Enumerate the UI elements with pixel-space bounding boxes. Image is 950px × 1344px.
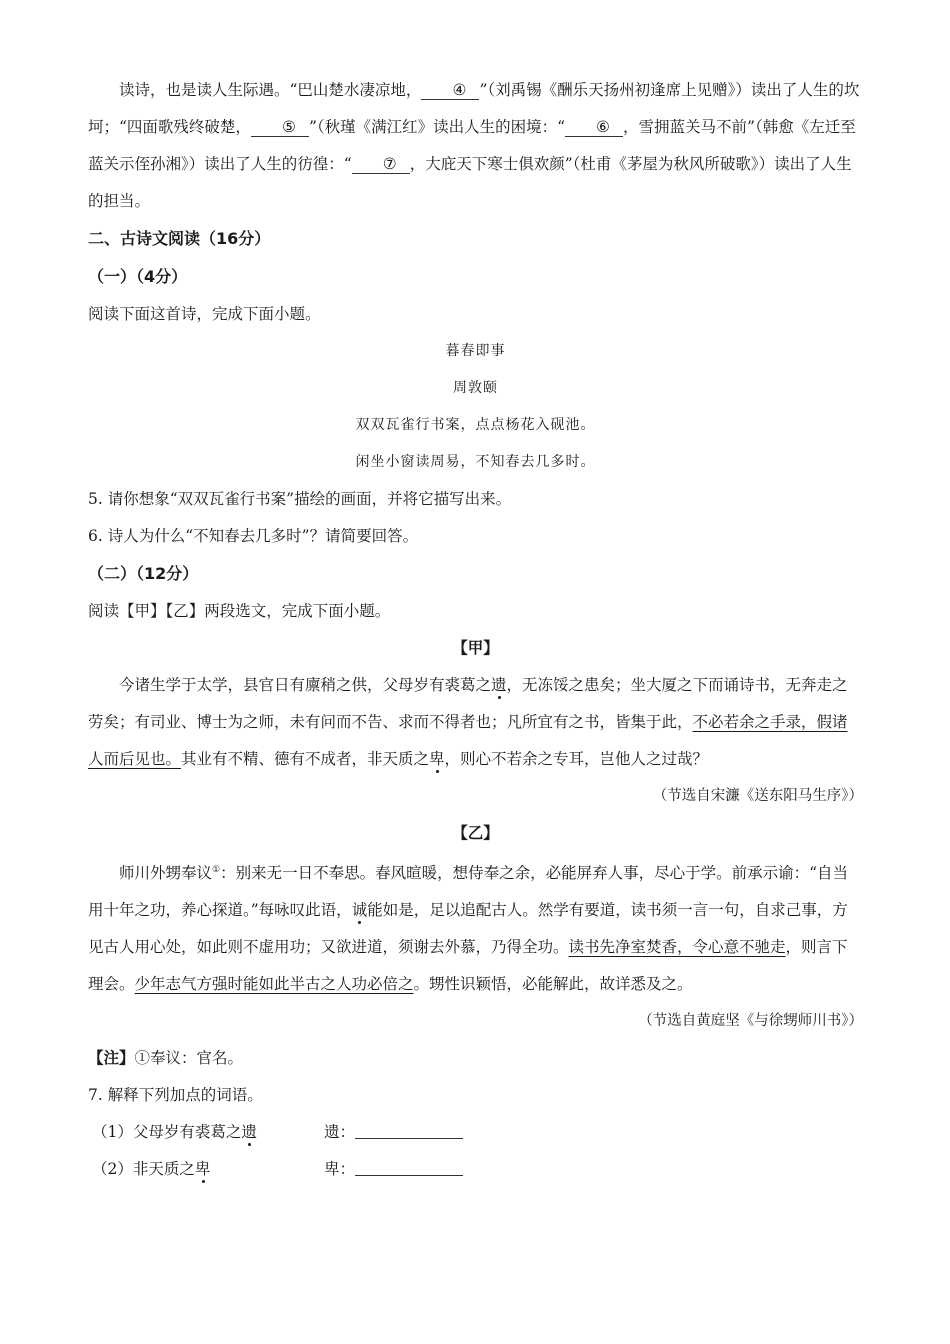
note-text: ①奉议：官名。 <box>134 1049 244 1068</box>
dotted-word: 卑 <box>429 750 445 768</box>
poem-author: 周敦颐 <box>453 380 498 396</box>
answer-blank[interactable] <box>355 1122 463 1139</box>
dotted-word: 卑 <box>194 1160 211 1179</box>
intro-text: ”（刘禹锡《酬乐天扬州初逢席上见赠》）读出了人生的坎坷；“四面歌残终破楚， <box>88 81 860 136</box>
subsection-title: （一）（4分） <box>88 267 188 286</box>
answer-label: 遗： <box>324 1123 356 1142</box>
passage-label-yi: 【乙】 <box>452 824 499 842</box>
subsection-title: （二）（12分） <box>88 564 199 583</box>
dotted-word: 诚 <box>351 901 368 920</box>
intro-text: ，大庇天下寒士俱欢颜”（杜甫《茅屋为秋风所破歌》）读出了人生的担当。 <box>88 155 852 210</box>
intro-text: ，雪拥蓝关马不前”（韩愈《左迁至蓝关示侄孙湘》）读出了人生的彷徨：“ <box>88 118 856 173</box>
underlined-sentence: 不必若余之手录，假诸人而后见也。 <box>88 713 848 768</box>
passage-jia: 今诸生学于太学，县官日有廪稍之供，父母岁有裘葛之遗，无冻馁之患矣；坐大厦之下而诵诗书，无奔走之劳矣；有司业、博士为之师，未有问而不告、求而不得者也；凡所宜有之书，皆集于此，不必若余之手录，假诸人而后见也。其业有不精、德有不成者，非天质之卑，则心不若余之专耳，岂他人之过哉？ <box>88 676 848 768</box>
poem-line: 闲坐小窗读周易，不知春去几多时。 <box>355 454 596 470</box>
intro-text: 读诗，也是读人生际遇。“巴山楚水凄凉地， <box>119 81 422 99</box>
document-page <box>88 72 863 1188</box>
dotted-word: 遗 <box>491 676 507 694</box>
section-title: 二、古诗文阅读（16分） <box>88 229 271 248</box>
question-7: 7. 解释下列加点的词语。 <box>88 1086 263 1105</box>
question-7-item-2: （2）非天质之卑 卑： <box>88 1151 863 1188</box>
intro-text: ”（秋瑾《满江红》读出人生的困境：“ <box>308 118 566 136</box>
blank-7: ⑦ <box>352 155 410 174</box>
source-jia: （节选自宋濂《送东阳马生序》） <box>652 788 863 804</box>
note-label: 【注】 <box>88 1049 135 1068</box>
question-7-item-1: （1）父母岁有裘葛之遗 遗： <box>88 1114 863 1151</box>
footnote-mark: ① <box>212 865 221 875</box>
intro-paragraph <box>88 72 863 220</box>
question-6: 6. 诗人为什么“不知春去几多时”？请简要回答。 <box>88 527 419 545</box>
note <box>88 1040 863 1077</box>
instruction: 阅读下面这首诗，完成下面小题。 <box>88 305 321 323</box>
blank-5: ⑤ <box>251 118 309 137</box>
blank-4: ④ <box>421 81 479 100</box>
question-5: 5. 请你想象“双双瓦雀行书案”描绘的画面，并将它描写出来。 <box>88 490 512 508</box>
answer-label: 卑： <box>324 1160 356 1179</box>
dotted-word: 遗 <box>241 1123 257 1142</box>
instruction: 阅读【甲】【乙】两段选文，完成下面小题。 <box>88 602 391 620</box>
source-yi: （节选自黄庭坚《与徐甥师川书》） <box>638 1013 863 1030</box>
passage-yi: 师川外甥奉议①：别来无一日不奉思。春风暄暖，想侍奉之余，必能屏弃人事，尽心于学。前承示谕：“自当用十年之功，养心探道。”每咏叹此语，诚能如是，足以追配古人。然学有要道，读书须一言一句，自求己事，方见古人用心处，如此则不虚用功；又欲进道，须谢去外慕，乃得全功。读书先净室焚香，令心意不驰走，则言下理会。少年志气方强时能如此半古之人功必倍之。甥性识颖悟，必能解此，故详悉及之。 <box>88 864 849 994</box>
blank-6: ⑥ <box>565 118 623 137</box>
answer-blank[interactable] <box>355 1159 463 1176</box>
underlined-sentence: 读书先净室焚香，令心意不驰走 <box>568 938 786 957</box>
poem-line: 双双瓦雀行书案，点点杨花入砚池。 <box>355 417 596 433</box>
underlined-sentence: 少年志气方强时能如此半古之人功必倍之 <box>134 975 414 994</box>
poem-title: 暮春即事 <box>445 343 506 359</box>
passage-label-jia: 【甲】 <box>452 639 499 657</box>
